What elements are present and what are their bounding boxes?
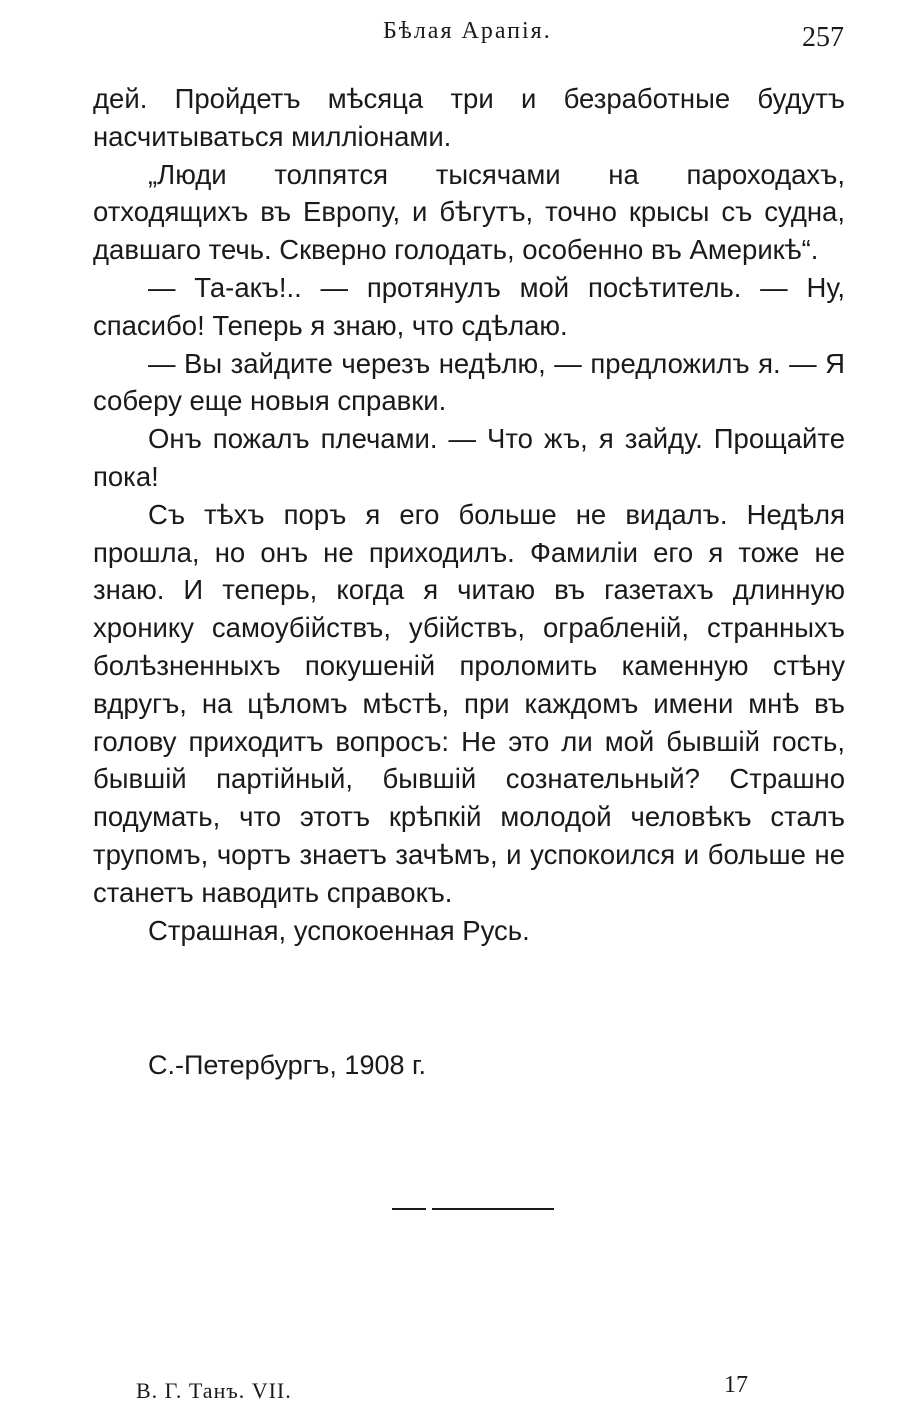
footer-signature: В. Г. Танъ. VII. (136, 1378, 292, 1403)
body-text (93, 80, 845, 949)
paragraph-farewell: Онъ пожалъ плечами. — Что жъ, я зайду. Прощайте пока! (93, 423, 845, 492)
place-date: С.-Петербургъ, 1908 г. (148, 1050, 427, 1080)
page-number: 257 (802, 22, 844, 53)
footer-sheet-number: 17 (724, 1372, 748, 1398)
paragraph-reflection: Съ тѣхъ поръ я его больше не видалъ. Недѣля прошла, но онъ не приходилъ. Фамиліи его я тоже не знаю. И теперь, когда я читаю въ газетахъ длинную хронику самоубійствъ, убійствъ, ограбленій, странныхъ болѣзненныхъ покушеній проломить каменную стѣну вдругъ, на цѣломъ мѣстѣ, при каждомъ имени мнѣ въ голову приходитъ вопросъ: Не это ли мой бывшій гость, бывшій партійный, бывшій сознательный? Страшно подумать, что этотъ крѣпкій молодой человѣкъ сталъ трупомъ, чортъ знаетъ зачѣмъ, и успокоился и больше не станетъ наводить справокъ. (93, 498, 845, 908)
end-rule-gap (426, 1205, 432, 1211)
paragraph-quote: „Люди толпятся тысячами на пароходахъ, отходящихъ въ Европу, и бѣгутъ, точно крысы съ судна, давшаго течь. Скверно голодать, особенно въ Америкѣ“. (93, 158, 845, 266)
paragraph-closing-line: Страшная, успокоенная Русь. (148, 914, 530, 946)
paragraph-dialogue-narrator: — Вы зайдите черезъ недѣлю, — предложилъ я. — Я соберу еще новыя справки. (93, 347, 845, 417)
paragraph-continuation: дей. Пройдетъ мѣсяца три и безработные будутъ насчитываться милліонами. (93, 83, 845, 152)
paragraph-dialogue-visitor: — Та-акъ!.. — протянулъ мой посѣтитель. — Ну, спасибо! Теперь я знаю, что сдѣлаю. (93, 271, 845, 341)
running-title: Бѣлая Арапія. (383, 18, 552, 44)
end-rule (392, 1208, 554, 1210)
